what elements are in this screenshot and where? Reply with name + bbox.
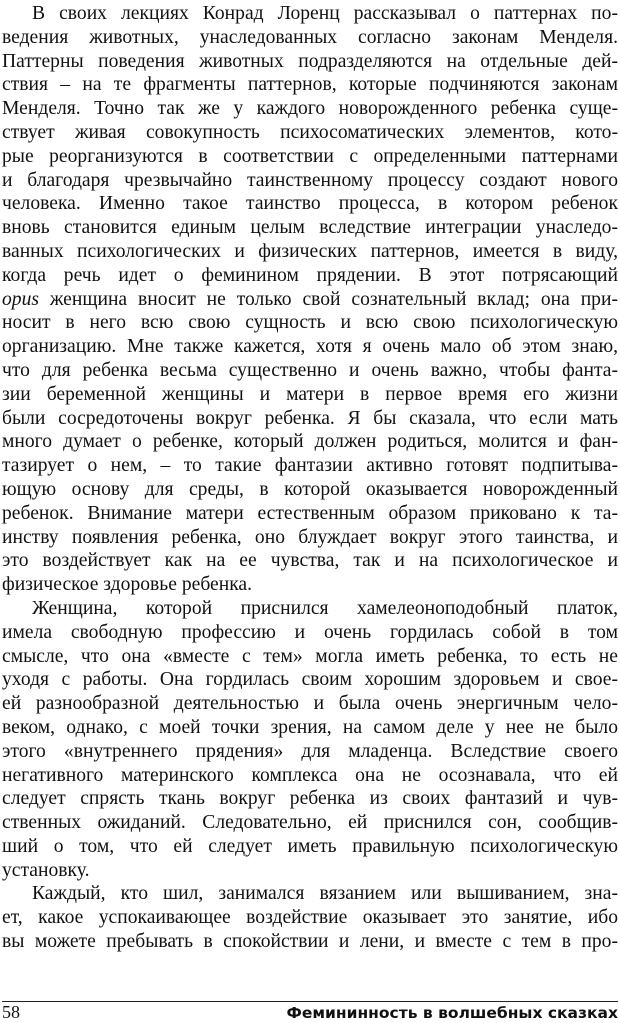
text-line: рые реорганизуются в соответствии с определенными паттернами [2,145,618,167]
text-line: физическое здоровье ребенка. [2,574,253,596]
text-line: уходя с работы. Она гордилась своим хорошим здоровьем и свое- [2,669,618,691]
text-line: и благодаря чрезвычайно таинственному процессу создают нового [2,169,618,191]
text-line: ведения животных, унаследованных согласно законам Менделя. [2,26,618,48]
page-number: 58 [2,1002,20,1022]
text-line: организацию. Мне также кажется, хотя я очень мало об этом знаю, [2,336,618,358]
text-line: зии беременной женщины и матери в первое время его жизни [2,383,618,405]
paragraph [2,2,618,597]
text-line: инству появления ребенка, оно блуждает вокруг этого таинства, и [2,526,618,548]
text-line: много думает о ребенке, который должен родиться, молится и фан- [2,431,618,453]
text-line: ванных психологических и физических паттернов, имеется в виду, [2,240,618,262]
text-line: ей разнообразной деятельностью и была очень энергичным чело- [2,693,618,715]
text-line: установку. [2,859,90,881]
text-line: вы можете пребывать в спокойствии и лени, и вместе с тем в про- [2,931,618,953]
text-line: Менделя. Точно так же у каждого новорожденного ребенка суще- [2,98,618,120]
text-line: носит в него всю свою сущность и всю свою психологическую [2,312,618,334]
text-line: этого «внутреннего прядения» для младенца. Вследствие своего [2,740,618,762]
text-line: Каждый, кто шил, занимался вязанием или вышиванием, зна- [32,883,618,905]
text-line: ствует живая совокупность психосоматических элементов, кото- [2,121,618,143]
paragraph [2,597,618,883]
text-line: ший о том, что ей следует иметь правильную психологическую [2,835,618,857]
text-line: были сосредоточены вокруг ребенка. Я бы сказала, что если мать [2,407,618,429]
body-text [2,2,618,954]
text-line: что для ребенка весьма существенно и очень важно, чтобы фанта- [2,359,618,381]
text-line: когда речь идет о феминином прядении. В этот потрясающий [2,264,618,286]
running-head: Фемининность в волшебных сказках [286,1003,618,1022]
italic-term: opus [2,288,40,310]
text-line: opus женщина вносит не только свой сознательный вклад; она при- [2,288,618,310]
text-line: имела свободную профессию и очень гордилась собой в том [2,621,618,643]
text-line: Женщина, которой приснился хамелеоноподобный платок, [32,597,618,619]
text-line: Паттерны поведения животных подразделяются на отдельные дей- [2,50,618,72]
text-line: тазирует о нем, – то такие фантазии активно готовят подпитыва- [2,455,618,477]
text-line: ствия – на те фрагменты паттернов, которые подчиняются законам [2,74,618,96]
text-line: смысле, что она «вместе с тем» могла иметь ребенка, то есть не [2,645,618,667]
text-line: ет, какое успокаивающее воздействие оказывает это занятие, ибо [2,907,618,929]
text-line: вновь становится единым целым вследствие интеграции унаследо- [2,217,618,239]
text-line: это воздействует как на ее чувства, так и на психологическое и [2,550,618,572]
text-line: ющую основу для среды, в которой оказывается новорожденный [2,478,618,500]
page-footer [2,1002,618,1023]
paragraph [2,882,618,953]
text-line: человека. Именно такое таинство процесса, в котором ребенок [2,193,618,215]
text-line: ребенок. Внимание матери естественным образом приковано к та- [2,502,618,524]
text-line: В своих лекциях Конрад Лоренц рассказывал о паттернах по- [32,3,618,24]
text-line: следует спрясть ткань вокруг ребенка из своих фантазий и чув- [2,788,618,810]
text-line: ственных ожиданий. Следовательно, ей приснился сон, сообщив- [2,812,618,834]
text-line: негативного материнского комплекса она не осознавала, что ей [2,764,618,786]
text-line: веком, однако, с моей точки зрения, на самом деле у нее не было [2,716,618,738]
